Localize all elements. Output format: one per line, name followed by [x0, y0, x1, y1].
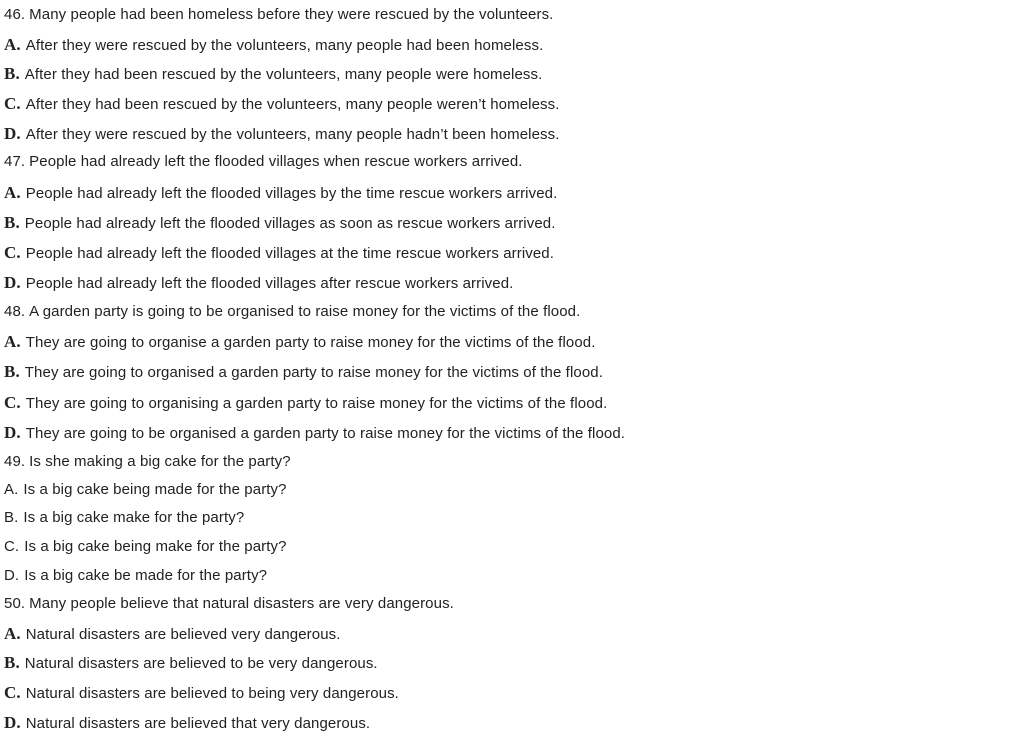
option-letter: C. [4, 393, 21, 412]
option-text: After they had been rescued by the volunteers, many people weren’t homeless. [25, 96, 560, 113]
question-49-stem [4, 451, 291, 473]
question-46-option-d [4, 123, 559, 145]
question-49-option-a [4, 479, 287, 501]
question-50-option-a [4, 623, 341, 645]
question-46-option-a [4, 34, 543, 56]
question-47-stem [4, 151, 523, 173]
question-50-option-d [4, 712, 370, 734]
question-number: 47. [4, 153, 26, 170]
option-letter: A. [4, 183, 21, 202]
option-text: Is a big cake being make for the party? [24, 538, 287, 555]
option-text: People had already left the flooded villages after rescue workers arrived. [25, 275, 514, 292]
question-48-option-d [4, 422, 625, 444]
question-49-option-c [4, 536, 287, 558]
option-letter: A. [4, 624, 21, 643]
question-number: 48. [4, 303, 26, 320]
question-number: 49. [4, 453, 26, 470]
option-text: People had already left the flooded villages at the time rescue workers arrived. [25, 245, 555, 262]
question-48-stem [4, 301, 580, 323]
question-47-option-c [4, 242, 554, 264]
option-text: Natural disasters are believed that very dangerous. [25, 715, 371, 732]
question-47-option-b [4, 212, 556, 234]
option-letter: B. [4, 653, 20, 672]
option-letter: A. [4, 35, 21, 54]
option-text: They are going to organising a garden party to raise money for the victims of the flood. [25, 395, 608, 412]
option-letter: C. [4, 538, 20, 555]
option-text: After they were rescued by the volunteers, many people hadn’t been homeless. [25, 126, 560, 143]
question-47-option-d [4, 272, 513, 294]
option-letter: B. [4, 64, 20, 83]
question-text: Many people believe that natural disasters are very dangerous. [29, 595, 454, 612]
option-text: They are going to organised a garden party to raise money for the victims of the flood. [24, 364, 603, 381]
question-number: 50. [4, 595, 26, 612]
question-text: Is she making a big cake for the party? [29, 453, 291, 470]
option-text: Natural disasters are believed to being very dangerous. [25, 685, 399, 702]
question-48-option-c [4, 392, 607, 414]
question-47-option-a [4, 182, 557, 204]
option-letter: C. [4, 683, 21, 702]
option-letter: D. [4, 124, 21, 143]
question-50-option-b [4, 652, 378, 674]
option-letter: D. [4, 423, 21, 442]
option-text: After they were rescued by the volunteers, many people had been homeless. [25, 37, 544, 54]
question-text: Many people had been homeless before they were rescued by the volunteers. [29, 6, 554, 23]
question-46-option-c [4, 93, 559, 115]
option-text: Is a big cake being made for the party? [23, 481, 287, 498]
question-48-option-b [4, 361, 603, 383]
option-text: Natural disasters are believed to be very dangerous. [24, 655, 378, 672]
option-letter: B. [4, 213, 20, 232]
option-text: Natural disasters are believed very dangerous. [25, 626, 341, 643]
option-text: Is a big cake make for the party? [23, 509, 245, 526]
question-number: 46. [4, 6, 26, 23]
option-text: Is a big cake be made for the party? [24, 567, 268, 584]
question-46-option-b [4, 63, 542, 85]
question-50-stem [4, 593, 454, 615]
option-letter: C. [4, 243, 21, 262]
option-text: They are going to organise a garden party to raise money for the victims of the flood. [25, 334, 596, 351]
option-letter: D. [4, 713, 21, 732]
question-49-option-b [4, 507, 244, 529]
option-letter: C. [4, 94, 21, 113]
option-text: People had already left the flooded villages as soon as rescue workers arrived. [24, 215, 556, 232]
question-text: People had already left the flooded villages when rescue workers arrived. [29, 153, 523, 170]
option-letter: D. [4, 273, 21, 292]
option-letter: D. [4, 567, 20, 584]
question-48-option-a [4, 331, 595, 353]
option-text: People had already left the flooded villages by the time rescue workers arrived. [25, 185, 558, 202]
question-text: A garden party is going to be organised to raise money for the victims of the flood. [29, 303, 581, 320]
option-letter: A. [4, 332, 21, 351]
option-letter: B. [4, 362, 20, 381]
question-50-option-c [4, 682, 399, 704]
question-49-option-d [4, 565, 267, 587]
question-46-stem [4, 4, 553, 26]
option-text: After they had been rescued by the volunteers, many people were homeless. [24, 66, 543, 83]
option-letter: B. [4, 509, 19, 526]
option-letter: A. [4, 481, 19, 498]
option-text: They are going to be organised a garden party to raise money for the victims of the flood. [25, 425, 626, 442]
